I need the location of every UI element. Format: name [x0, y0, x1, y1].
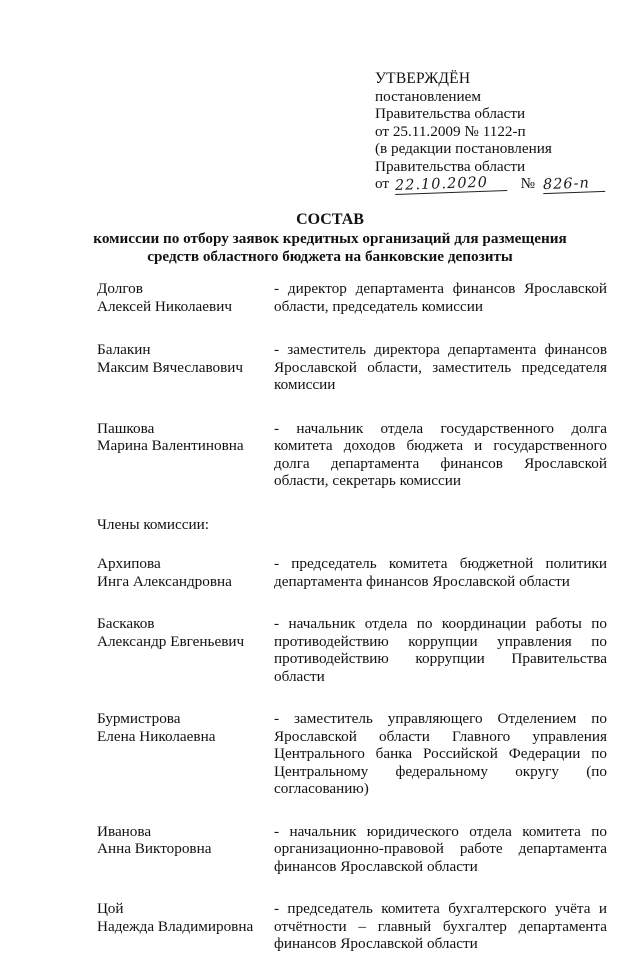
person-given-name: Инга Александровна — [97, 572, 232, 590]
roster-entry — [97, 280, 607, 315]
person-name — [97, 823, 267, 876]
person-duty: - директор департамента финансов Ярославской области, председатель комиссии — [274, 280, 607, 315]
number-sign: № — [520, 175, 536, 192]
person-surname: Долгов — [97, 280, 143, 297]
person-given-name: Алексей Николаевич — [97, 297, 232, 315]
approval-line: от 25.11.2009 № 1122-п — [375, 122, 526, 140]
members-label: Члены комиссии: — [97, 515, 209, 533]
person-duty: - начальник отдела по координации работы по противодействию коррупции управления по противодействию коррупции Правительства области — [274, 615, 607, 685]
roster-entry — [97, 710, 607, 798]
person-name — [97, 900, 267, 953]
person-given-name: Максим Вячеславович — [97, 358, 244, 376]
person-surname: Баскаков — [97, 615, 155, 632]
person-duty: - председатель комитета бюджетной политики департамента финансов Ярославской области — [274, 555, 607, 590]
document-title — [80, 210, 580, 265]
person-name — [97, 280, 267, 315]
person-duty: - председатель комитета бухгалтерского учёта и отчётности – главный бухгалтер департамента финансов Ярославской области — [274, 900, 607, 952]
person-name — [97, 615, 267, 685]
person-surname: Пашкова — [97, 419, 155, 437]
roster-entry — [97, 823, 607, 876]
person-given-name: Елена Николаевна — [97, 727, 216, 745]
roster-entry — [97, 900, 607, 953]
person-duty: - заместитель директора департамента финансов Ярославской области, заместитель председателя комиссии — [274, 341, 607, 393]
title-subtitle: средств областного бюджета на банковские депозиты — [147, 247, 513, 265]
approval-line: Правительства области — [375, 157, 526, 175]
roster-entry — [97, 420, 607, 490]
person-surname: Бурмистрова — [97, 710, 181, 727]
approval-date-line — [375, 175, 625, 193]
person-given-name: Анна Викторовна — [97, 840, 212, 857]
roster-entry — [97, 341, 607, 394]
approval-block — [375, 70, 625, 193]
commission-roster — [97, 280, 607, 953]
person-name — [97, 420, 267, 490]
person-name — [97, 341, 267, 394]
person-duty: - начальник юридического отдела комитета по организационно-правовой работе департамента финансов Ярославской области — [274, 822, 607, 875]
person-given-name: Александр Евгеньевич — [97, 632, 245, 650]
person-name — [97, 710, 267, 798]
handwritten-date: 22.10.2020 — [395, 175, 507, 195]
person-surname: Архипова — [97, 555, 161, 572]
roster-entry — [97, 615, 607, 685]
person-surname: Иванова — [97, 822, 152, 840]
approval-line: Правительства области — [375, 105, 526, 122]
person-surname: Балакин — [97, 341, 151, 358]
person-given-name: Марина Валентиновна — [97, 437, 244, 454]
person-surname: Цой — [97, 900, 124, 917]
approval-heading: УТВЕРЖДЁН — [375, 70, 471, 87]
approval-line: (в редакции постановления — [375, 140, 552, 157]
person-name — [97, 555, 267, 590]
person-given-name: Надежда Владимировна — [97, 917, 254, 935]
title-subtitle: комиссии по отбору заявок кредитных организаций для размещения — [93, 230, 567, 247]
person-duty: - начальник отдела государственного долга комитета доходов бюджета и государственного долга департамента финансов Ярославской области, секретарь комиссии — [274, 419, 607, 489]
approval-line: постановлением — [375, 87, 482, 105]
date-prefix: от — [375, 175, 390, 192]
handwritten-number: 826-п — [543, 176, 606, 194]
person-duty: - заместитель управляющего Отделением по Ярославской области Главного управления Центрального банка Российской Федерации по Центральному федеральному округу (по согласованию) — [274, 710, 607, 797]
title-main: СОСТАВ — [296, 211, 364, 228]
roster-entry — [97, 555, 607, 590]
